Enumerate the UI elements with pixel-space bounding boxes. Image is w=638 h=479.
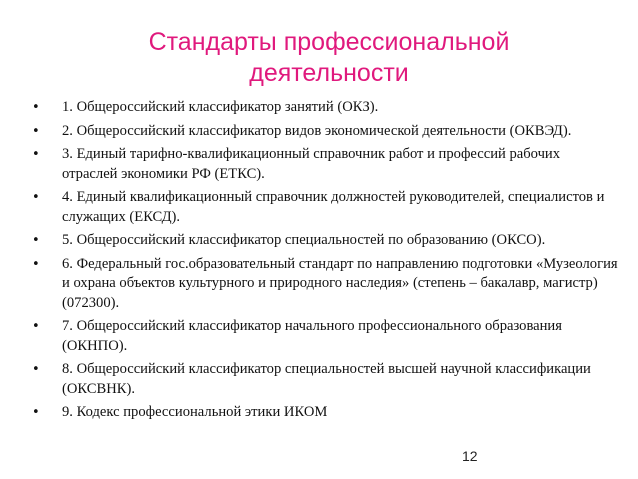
list-item-text: 7. Общероссийский классификатор начального профессионального образования (ОКНПО). xyxy=(62,318,562,354)
bullet-icon: • xyxy=(32,123,40,139)
bullet-icon: • xyxy=(32,362,40,377)
bullet-icon: • xyxy=(32,147,40,162)
list-item xyxy=(0,317,638,356)
list-item xyxy=(0,145,638,184)
list-item-text: 1. Общероссийский классификатор занятий (ОКЗ). xyxy=(62,99,379,115)
bullet-icon: • xyxy=(32,405,40,420)
list-item-text: 9. Кодекс профессиональной этики ИКОМ xyxy=(62,404,328,420)
bullet-icon: • xyxy=(32,319,40,334)
list-item-text: 8. Общероссийский классификатор специальностей высшей научной классификации (ОКСВНК). xyxy=(62,361,591,397)
list-item-text: 3. Единый тарифно-квалификационный справочник работ и профессий рабочих отраслей экономики РФ (ЕТКС). xyxy=(62,146,561,182)
bullet-icon: • xyxy=(32,233,40,248)
slide-title xyxy=(0,27,638,89)
list-item-text: 4. Единый квалификационный справочник должностей руководителей, специалистов и служащих (ЕКСД). xyxy=(62,189,605,225)
list-item xyxy=(0,122,638,142)
page-number: 12 xyxy=(462,448,478,464)
slide-title-line-2: деятельности xyxy=(249,59,409,87)
list-item xyxy=(0,255,638,314)
bullet-icon: • xyxy=(32,100,40,115)
list-item-text: 5. Общероссийский классификатор специальностей по образованию (ОКСО). xyxy=(62,232,546,248)
slide-title-line-1: Стандарты профессиональной xyxy=(148,28,510,56)
list-item xyxy=(0,98,638,118)
bullet-icon: • xyxy=(32,256,40,272)
bullet-icon: • xyxy=(32,190,40,205)
list-item xyxy=(0,360,638,399)
list-item xyxy=(0,231,638,251)
list-item xyxy=(0,403,638,423)
list-item-text: 2. Общероссийский классификатор видов экономической деятельности (ОКВЭД). xyxy=(62,122,572,139)
bullet-list xyxy=(0,98,638,427)
list-item xyxy=(0,188,638,227)
list-item-text: 6. Федеральный гос.образовательный стандарт по направлению подготовки «Музеология и охрана объектов культурного и природного наследия» (степень – бакалавр, магистр) (072300). xyxy=(62,255,618,311)
